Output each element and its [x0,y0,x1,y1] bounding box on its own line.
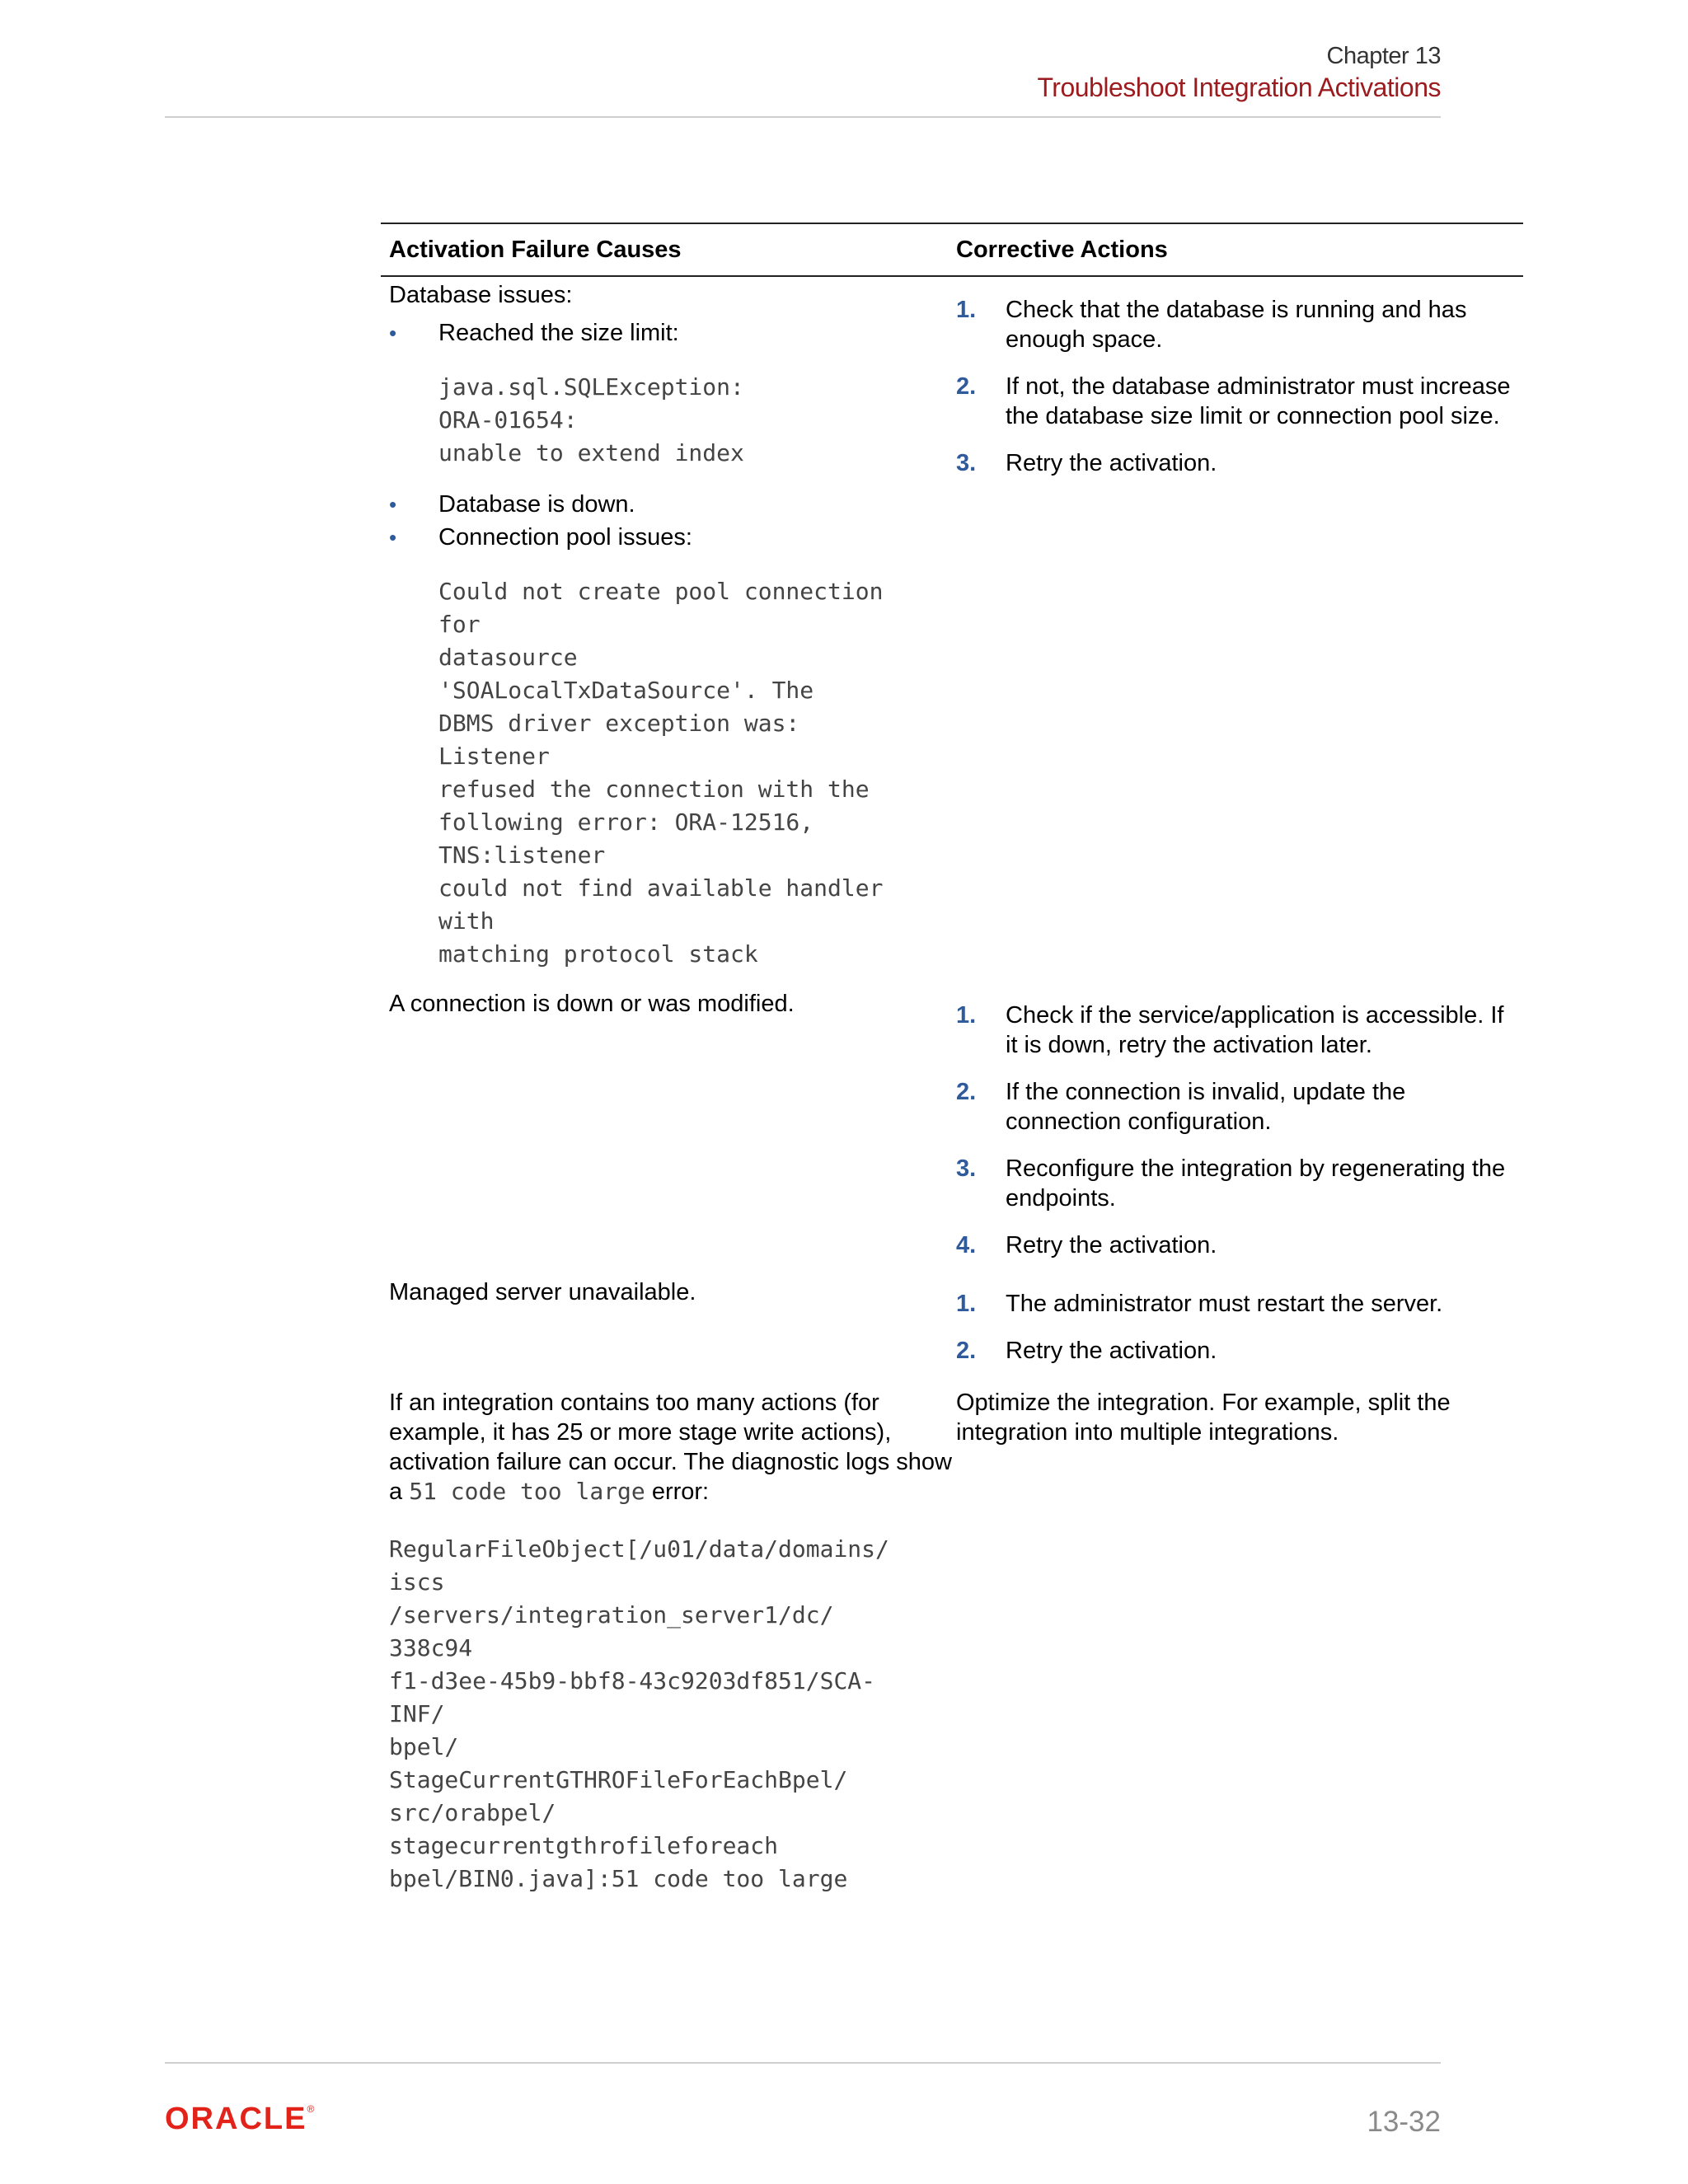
code-line: iscs [389,1568,445,1596]
table-row [381,1388,1523,1896]
inline-code: 51 code too large [409,1478,645,1505]
bullet-text: Reached the size limit: [438,320,679,346]
list-item [956,1001,1515,1060]
cause-text [389,1388,953,1507]
code-line: could not find available handler [438,874,884,902]
step-text: Retry the activation. [1006,1232,1217,1258]
code-line: matching protocol stack [438,940,758,968]
list-item [956,1077,1515,1137]
code-line: with [438,907,495,935]
step-number: 2. [956,373,977,400]
cause-cell [381,280,953,971]
code-line: Listener [438,743,550,770]
header-actions: Corrective Actions [956,236,1168,263]
code-line: /servers/integration_server1/dc/ [389,1601,834,1629]
code-line: unable to extend index [438,439,744,466]
bullet-icon: • [389,525,397,550]
code-line: datasource [438,644,578,671]
table-header-row [381,224,1523,277]
cause-text: A connection is down or was modified. [389,991,795,1017]
step-text: If not, the database administrator must increase the database size limit or connection pool size. [1006,373,1511,429]
table-row [381,989,1523,1277]
code-line: DBMS driver exception was: [438,710,800,737]
code-line: INF/ [389,1700,445,1727]
step-text: The administrator must restart the server. [1006,1291,1443,1317]
logo-text: ORACLE [165,2102,307,2136]
code-line: Could not create pool connection [438,578,884,605]
page-number: 13-32 [1367,2106,1441,2138]
bullet-text: Database is down. [438,491,635,518]
list-item [956,295,1515,354]
header-divider [165,116,1441,118]
step-number: 2. [956,1338,977,1364]
bullet-icon: • [389,321,397,345]
code-block [389,371,953,470]
step-number: 4. [956,1232,977,1258]
action-cell [953,989,1523,1277]
cause-intro: Database issues: [389,282,573,308]
list-item [956,372,1515,431]
list-item [389,318,953,348]
step-number: 1. [956,1291,977,1317]
code-line: StageCurrentGTHROFileForEachBpel/ [389,1766,848,1793]
action-cell [953,1277,1523,1383]
cause-cell [381,1277,953,1383]
action-cell [953,280,1523,971]
activation-failure-table [381,223,1523,1896]
code-line: bpel/BIN0.java]:51 code too large [389,1865,848,1892]
code-line: bpel/ [389,1733,459,1760]
step-number: 1. [956,297,977,323]
registered-mark-icon: ® [307,2103,315,2115]
action-text: Optimize the integration. For example, split the integration into multiple integrations. [956,1390,1451,1446]
bullet-icon: • [389,492,397,517]
code-line: stagecurrentgthrofileforeach [389,1832,779,1859]
section-title: Troubleshoot Integration Activations [1037,73,1441,102]
step-text: Check that the database is running and has enough space. [1006,297,1467,353]
list-item [389,490,953,519]
step-text: Check if the service/application is accessible. If it is down, retry the activation later. [1006,1002,1504,1058]
oracle-logo [165,2102,314,2137]
list-item [956,1154,1515,1213]
code-line: TNS:listener [438,841,606,869]
step-number: 3. [956,1155,977,1182]
bullet-text: Connection pool issues: [438,524,692,551]
step-text: Retry the activation. [1006,1338,1217,1364]
table-row [381,277,1523,971]
code-line: refused the connection with the [438,776,870,803]
code-block [389,575,953,971]
step-number: 3. [956,450,977,476]
code-line: for [438,611,481,638]
code-line: ORA-01654: [438,406,578,434]
cause-text: Managed server unavailable. [389,1279,696,1305]
step-text: Retry the activation. [1006,450,1217,476]
chapter-label: Chapter 13 [1326,43,1441,69]
footer-divider [165,2062,1441,2064]
code-line: 'SOALocalTxDataSource'. The [438,677,814,704]
step-number: 1. [956,1002,977,1029]
list-item [956,1230,1515,1260]
cause-text-part: If an integration contains too many actions (for example, it has 25 or more stage write actions), activation failure can occur. The diagnostic logs show a [389,1390,952,1505]
action-cell [953,1388,1523,1896]
step-text: If the connection is invalid, update the connection configuration. [1006,1079,1406,1135]
step-text: Reconfigure the integration by regenerating the endpoints. [1006,1155,1506,1212]
code-line: java.sql.SQLException: [438,373,744,401]
list-item [956,1289,1515,1319]
list-item [389,523,953,552]
code-line: f1-d3ee-45b9-bbf8-43c9203df851/SCA- [389,1667,876,1694]
step-number: 2. [956,1079,977,1105]
cause-cell [381,1388,953,1896]
code-line: 338c94 [389,1634,473,1661]
code-line: following error: ORA-12516, [438,808,814,836]
list-item [956,1336,1515,1366]
cause-cell [381,989,953,1277]
header-causes: Activation Failure Causes [389,236,682,263]
cause-text-part: error: [645,1479,710,1505]
code-block [389,1533,953,1896]
list-item [956,448,1515,478]
code-line: src/orabpel/ [389,1799,556,1826]
code-line: RegularFileObject[/u01/data/domains/ [389,1535,889,1563]
table-row [381,1277,1523,1383]
